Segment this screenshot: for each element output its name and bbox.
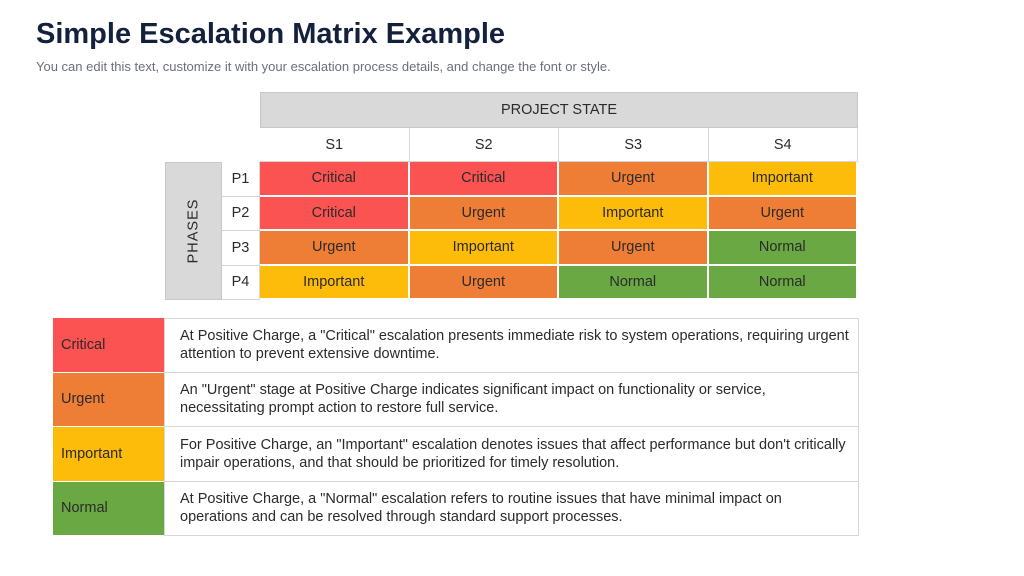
legend-label: Urgent — [53, 373, 164, 428]
column-header-s2: S2 — [410, 128, 560, 162]
matrix-cell: Urgent — [709, 197, 859, 232]
matrix-cell: Important — [709, 162, 859, 197]
legend-description: An "Urgent" stage at Positive Charge indicates significant impact on functionality or service, necessitating prompt action to restore full service. — [164, 373, 859, 428]
column-header-s1: S1 — [260, 128, 410, 162]
legend-description: For Positive Charge, an "Important" escalation denotes issues that affect performance but don't critically impair operations, and that should be prioritized for timely resolution. — [164, 427, 859, 482]
matrix-cell: Normal — [709, 266, 859, 301]
legend-row-urgent — [53, 373, 859, 428]
row-header-p1: P1 — [222, 162, 260, 197]
matrix-cell: Important — [260, 266, 410, 301]
page-subtitle: You can edit this text, customize it with your escalation process details, and change the font or style. — [36, 59, 611, 74]
row-header-p3: P3 — [222, 231, 260, 266]
page-title: Simple Escalation Matrix Example — [36, 18, 506, 50]
project-state-header: PROJECT STATE — [260, 92, 858, 128]
matrix-cell: Critical — [260, 162, 410, 197]
matrix-cell: Important — [410, 231, 560, 266]
column-header-s3: S3 — [559, 128, 709, 162]
row-header-p2: P2 — [222, 197, 260, 232]
phases-label-text: PHASES — [185, 198, 202, 264]
matrix-cell: Urgent — [410, 197, 560, 232]
row-header-p4: P4 — [222, 266, 260, 301]
matrix-cell: Normal — [559, 266, 709, 301]
matrix-cell: Important — [559, 197, 709, 232]
legend-label: Normal — [53, 482, 164, 537]
matrix-cell: Urgent — [260, 231, 410, 266]
escalation-legend — [53, 318, 859, 536]
phases-label — [165, 162, 222, 300]
legend-row-normal — [53, 482, 859, 537]
matrix-cell: Critical — [260, 197, 410, 232]
legend-description: At Positive Charge, a "Normal" escalation refers to routine issues that have minimal impact on operations and can be resolved through standard support processes. — [164, 482, 859, 537]
legend-row-important — [53, 427, 859, 482]
legend-row-critical — [53, 318, 859, 373]
matrix-cell: Normal — [709, 231, 859, 266]
legend-description: At Positive Charge, a "Critical" escalation presents immediate risk to system operations, requiring urgent attention to prevent extensive downtime. — [164, 318, 859, 373]
matrix-cell: Urgent — [559, 162, 709, 197]
legend-label: Important — [53, 427, 164, 482]
matrix-cell: Critical — [410, 162, 560, 197]
column-header-s4: S4 — [709, 128, 859, 162]
legend-label: Critical — [53, 318, 164, 373]
matrix-cell: Urgent — [559, 231, 709, 266]
matrix-cell: Urgent — [410, 266, 560, 301]
